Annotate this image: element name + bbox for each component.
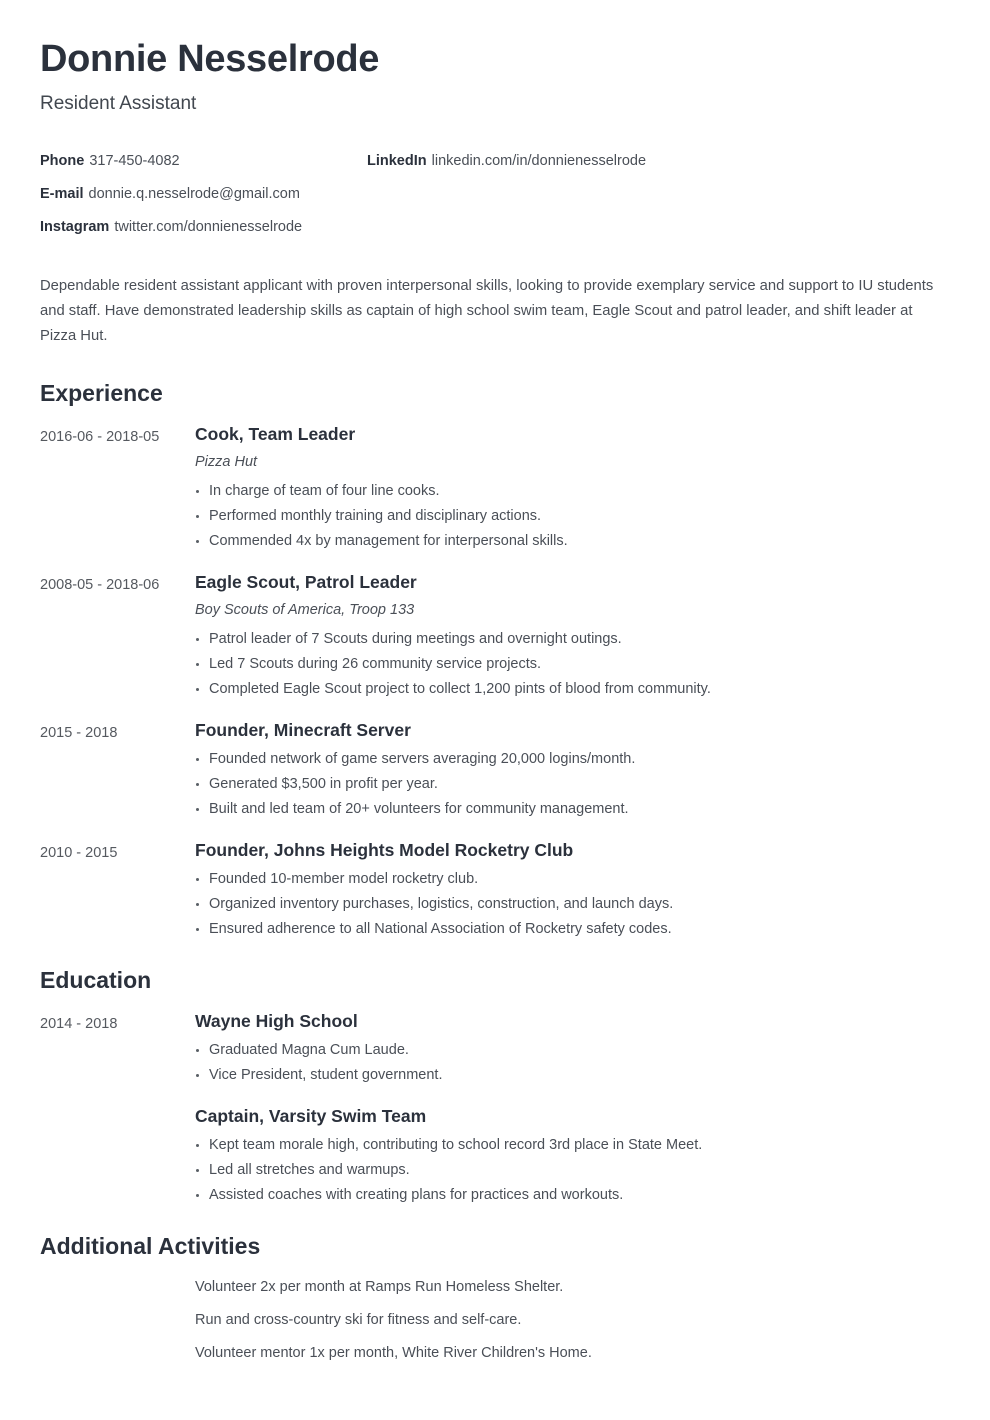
contact-label-instagram: Instagram <box>40 218 110 235</box>
bullet-item: Graduated Magna Cum Laude. <box>195 1038 950 1063</box>
bullet-item: Patrol leader of 7 Scouts during meetings and overnight outings. <box>195 627 950 652</box>
resume-entry <box>40 1009 950 1208</box>
sub-entry-title: Captain, Varsity Swim Team <box>195 1106 427 1127</box>
experience-section <box>40 381 950 942</box>
entry-title: Founder, Johns Heights Model Rocketry Club <box>195 840 574 861</box>
entry-dates: 2016-06 - 2018-05 <box>40 429 160 446</box>
entry-dates: 2010 - 2015 <box>40 845 118 862</box>
contact-value-email[interactable]: donnie.q.nesselrode@gmail.com <box>88 185 300 202</box>
bullet-item: Commended 4x by management for interpersonal skills. <box>195 529 950 554</box>
entry-body <box>195 718 950 822</box>
education-heading: Education <box>40 967 152 994</box>
resume-sub-entry <box>195 1104 950 1208</box>
contact-value-linkedin[interactable]: linkedin.com/in/donnienesselrode <box>431 152 647 169</box>
bullet-item: Led all stretches and warmups. <box>195 1158 950 1183</box>
bullet-list <box>195 1038 950 1088</box>
resume-entry <box>40 838 950 942</box>
bullet-list <box>195 867 950 942</box>
contact-row-email <box>40 178 950 211</box>
entry-subtitle: Pizza Hut <box>195 454 258 471</box>
entry-dates: 2008-05 - 2018-06 <box>40 577 160 594</box>
education-section <box>40 968 950 1208</box>
bullet-item: Organized inventory purchases, logistics, construction, and launch days. <box>195 892 950 917</box>
bullet-list <box>195 479 950 554</box>
entry-title: Cook, Team Leader <box>195 424 356 445</box>
candidate-name: Donnie Nesselrode <box>40 38 380 80</box>
contact-label-email: E-mail <box>40 185 84 202</box>
entry-title: Eagle Scout, Patrol Leader <box>195 572 417 593</box>
bullet-item: Performed monthly training and disciplinary actions. <box>195 504 950 529</box>
entry-body <box>195 1009 950 1208</box>
entry-body <box>195 570 950 702</box>
additional-activities-section <box>40 1234 950 1363</box>
additional-activities-list <box>40 1276 950 1364</box>
activity-line: Volunteer mentor 1x per month, White River Children's Home. <box>195 1344 592 1361</box>
contact-value-phone[interactable]: 317-450-4082 <box>89 152 180 169</box>
contact-value-instagram[interactable]: twitter.com/donnienesselrode <box>114 218 303 235</box>
contact-row-linkedin <box>367 145 646 178</box>
experience-entries <box>40 422 950 942</box>
entry-body <box>195 838 950 942</box>
entry-subtitle: Boy Scouts of America, Troop 133 <box>195 602 415 619</box>
bullet-item: Completed Eagle Scout project to collect 1,200 pints of blood from community. <box>195 677 950 702</box>
bullet-item: Founded 10-member model rocketry club. <box>195 867 950 892</box>
bullet-list <box>195 1133 950 1208</box>
resume-entry <box>40 422 950 554</box>
bullet-list <box>195 747 950 822</box>
entry-dates: 2015 - 2018 <box>40 725 118 742</box>
resume-entry <box>40 570 950 702</box>
bullet-item: Built and led team of 20+ volunteers for community management. <box>195 797 950 822</box>
bullet-list <box>195 627 950 702</box>
bullet-item: Ensured adherence to all National Association of Rocketry safety codes. <box>195 917 950 942</box>
entry-title: Wayne High School <box>195 1011 358 1032</box>
contact-label-phone: Phone <box>40 152 85 169</box>
contact-block <box>40 145 950 244</box>
contact-row-instagram <box>40 211 950 244</box>
contact-row-phone <box>40 145 950 178</box>
bullet-item: Assisted coaches with creating plans for practices and workouts. <box>195 1183 950 1208</box>
entry-body <box>195 422 950 554</box>
summary-paragraph: Dependable resident assistant applicant with proven interpersonal skills, looking to provide exemplary service and support to IU students and staff. Have demonstrated leadership skills as captain of high school swim team, Eagle Scout and patrol leader, and shift leader at Pizza Hut. <box>40 277 934 344</box>
bullet-item: Vice President, student government. <box>195 1063 950 1088</box>
education-entries <box>40 1009 950 1208</box>
bullet-item: Founded network of game servers averaging 20,000 logins/month. <box>195 747 950 772</box>
experience-heading: Experience <box>40 379 163 406</box>
contact-label-linkedin: LinkedIn <box>367 152 427 169</box>
entry-title: Founder, Minecraft Server <box>195 720 411 741</box>
activity-line: Volunteer 2x per month at Ramps Run Homeless Shelter. <box>195 1278 564 1295</box>
entry-dates: 2014 - 2018 <box>40 1016 118 1033</box>
bullet-item: Kept team morale high, contributing to school record 3rd place in State Meet. <box>195 1133 950 1158</box>
additional-activities-heading: Additional Activities <box>40 1233 261 1260</box>
bullet-item: Led 7 Scouts during 26 community service projects. <box>195 652 950 677</box>
bullet-item: Generated $3,500 in profit per year. <box>195 772 950 797</box>
bullet-item: In charge of team of four line cooks. <box>195 479 950 504</box>
candidate-job-title: Resident Assistant <box>40 92 197 114</box>
activity-line: Run and cross-country ski for fitness and self-care. <box>195 1311 522 1328</box>
resume-entry <box>40 718 950 822</box>
